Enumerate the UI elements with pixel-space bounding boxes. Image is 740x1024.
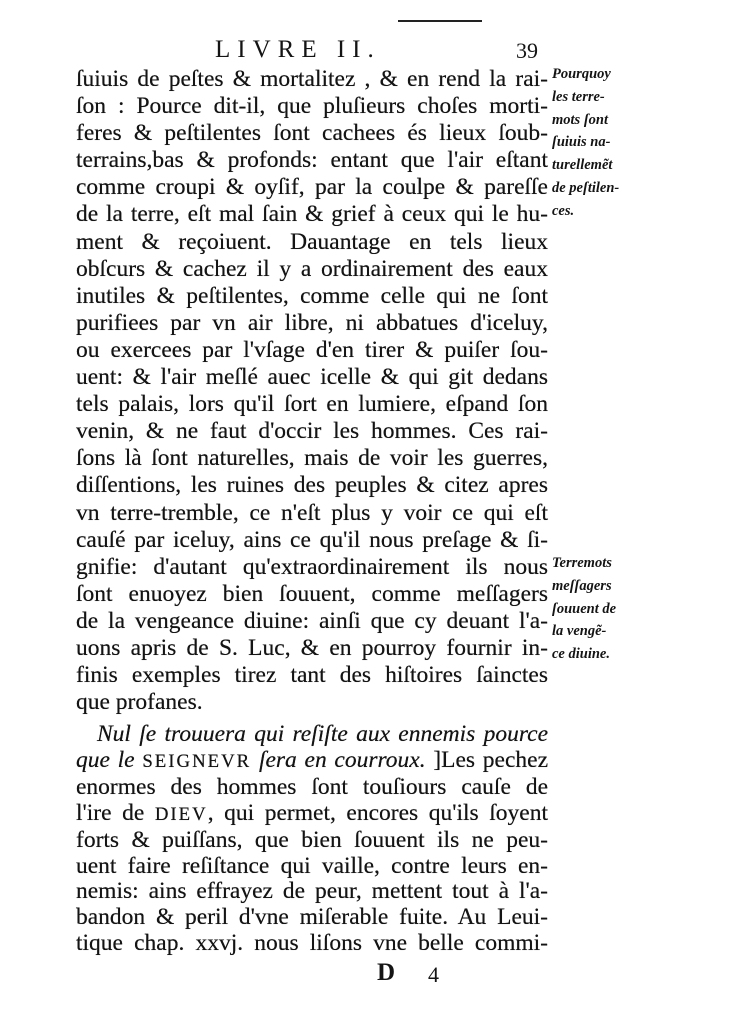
text-line: bandon & peril d'vne miſerable fuite. Au Leui-: [76, 904, 548, 931]
quote-text: ſera en courroux.: [251, 746, 426, 773]
text-line: uent faire reſiſtance qui vaille, contre leurs en-: [76, 852, 548, 879]
text-line: vn terre-tremble, ce n'eſt plus y voir ce qui eſt: [76, 499, 548, 526]
text-line: ſon : Pource dit-il, que pluſieurs choſes morti-: [76, 93, 548, 120]
signature-number: 4: [428, 962, 439, 987]
text-line: comme croupi & oyſif, par la coulpe & pareſſe: [76, 174, 548, 201]
text-line: cauſé par iceluy, ains ce qu'il nous preſage & ſi-: [76, 526, 548, 553]
text-line: tique chap. xxvj. nous liſons vne belle commi-: [76, 930, 548, 957]
text-line: forts & puiſſans, que bien ſouuent ils ne peu-: [76, 826, 548, 853]
text-line: ou exercees par l'vſage d'en tirer & puiſer ſou-: [76, 336, 548, 363]
margin-note-line: de peſtilen-: [552, 179, 620, 196]
text-fragment: ]Les pechez: [425, 746, 548, 773]
text-line: ſons là ſont naturelles, mais de voir les guerres,: [76, 445, 548, 472]
top-rule: [398, 20, 482, 22]
text-line: terrains,bas & profonds: entant que l'air eſtant: [76, 147, 548, 174]
margin-note-line: les terre-: [552, 88, 605, 105]
quote-line: Nul ſe trouuera qui reſiſte aux ennemis pource: [97, 721, 548, 747]
text-line: ment & reçoiuent. Dauantage en tels lieux: [76, 228, 548, 255]
running-head: LIVRE II.: [215, 36, 381, 63]
text-line: diſſentions, les ruines des peuples & citez apres: [76, 472, 548, 499]
margin-note-line: ſouuent de: [552, 600, 617, 617]
text-line: [76, 801, 548, 828]
margin-note-line: mots ſont: [552, 111, 608, 128]
margin-note: [552, 63, 619, 223]
text-line: enormes des hommes ſont touſiours cauſe de: [76, 773, 548, 800]
text-line: uent: & l'air meſlé auec icelle & qui git dedans: [76, 364, 548, 391]
small-caps-name: SEIGNEVR: [142, 750, 252, 772]
text-line: purifiees par vn air libre, ni abbatues d'iceluy,: [76, 309, 548, 336]
signature-mark: D: [377, 959, 396, 986]
margin-note-line: ces.: [552, 202, 575, 219]
text-line: feres & peſtilentes ſont cachees és lieux ſoub-: [76, 120, 548, 147]
small-caps-name: DIEV: [154, 803, 208, 825]
text-line: tels palais, lors qu'il ſort en lumiere, eſpand ſon: [76, 391, 548, 418]
text-line: nemis: ains effrayez de peur, mettent tout à l'a-: [76, 878, 548, 905]
text-line: finis exemples tirez tant des hiſtoires ſainctes: [76, 662, 548, 689]
text-line: de la terre, eſt mal ſain & grief à ceux qui le hu-: [76, 201, 548, 228]
margin-note: [552, 552, 616, 666]
margin-note-line: turellemẽt: [552, 157, 613, 174]
page-number: 39: [516, 38, 538, 63]
text-line: de la vengeance diuine: ainſi que cy deuant l'a-: [76, 607, 548, 634]
margin-note-line: ce diuine.: [552, 646, 610, 663]
text-line: obſcurs & cachez il y a ordinairement des eaux: [76, 255, 548, 282]
text-fragment: , qui permet, encores qu'ils ſoyent: [207, 799, 548, 826]
margin-note-line: Terremots: [552, 555, 612, 571]
text-line: uons apris de S. Luc, & en pourroy fournir in-: [76, 634, 548, 661]
text-line: que profanes.: [76, 689, 203, 716]
margin-note-line: meſſagers: [552, 577, 612, 594]
text-line: ſont enuoyez bien ſouuent, comme meſſagers: [76, 580, 548, 607]
text-fragment: l'ire de: [76, 799, 155, 826]
text-line: inutiles & peſtilentes, comme celle qui ne ſont: [76, 282, 548, 309]
main-text-block: [76, 66, 548, 716]
margin-note-line: ſuiuis na-: [552, 134, 611, 151]
margin-note-line: la vengẽ-: [552, 623, 607, 640]
text-line: gnifie: d'autant qu'extraordinairement ils nous: [76, 553, 548, 580]
margin-note-line: Pourquoy: [552, 66, 611, 82]
quote-text: que le: [76, 746, 143, 773]
main-text-block-continued: [76, 722, 548, 957]
text-line: venin, & ne faut d'occir les hommes. Ces rai-: [76, 418, 548, 445]
quote-end-line: [76, 748, 548, 775]
text-line: ſuiuis de peſtes & mortalitez , & en rend la rai-: [76, 66, 548, 92]
